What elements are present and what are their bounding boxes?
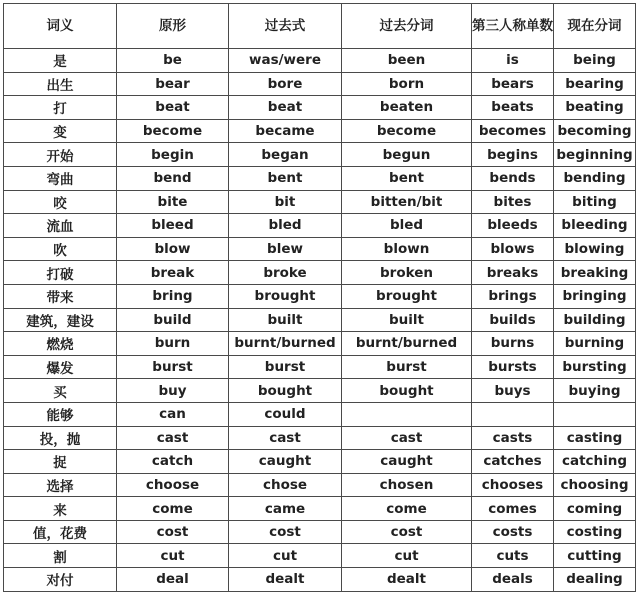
cell-base-form: bring (117, 284, 229, 308)
table-row (4, 332, 636, 356)
table-row (4, 190, 636, 214)
cell-meaning: 对付 (4, 568, 117, 592)
cell-past-tense: bent (229, 166, 342, 190)
cell-past-tense: brought (229, 284, 342, 308)
cell-third-person: cuts (472, 544, 554, 568)
cell-present-participle: bleeding (554, 214, 636, 238)
header-meaning: 词义 (4, 4, 117, 49)
cell-past-participle: caught (342, 450, 472, 474)
cell-third-person: brings (472, 284, 554, 308)
cell-third-person: is (472, 49, 554, 73)
cell-past-participle: chosen (342, 473, 472, 497)
cell-past-tense: dealt (229, 568, 342, 592)
cell-base-form: cut (117, 544, 229, 568)
cell-present-participle: bursting (554, 355, 636, 379)
cell-meaning: 买 (4, 379, 117, 403)
cell-base-form: bite (117, 190, 229, 214)
cell-third-person: deals (472, 568, 554, 592)
cell-past-tense: came (229, 497, 342, 521)
table-row (4, 96, 636, 120)
cell-present-participle: burning (554, 332, 636, 356)
cell-third-person: bites (472, 190, 554, 214)
cell-base-form: bear (117, 72, 229, 96)
cell-base-form: choose (117, 473, 229, 497)
cell-present-participle: cutting (554, 544, 636, 568)
cell-past-participle: bitten/bit (342, 190, 472, 214)
cell-base-form: beat (117, 96, 229, 120)
cell-meaning: 选择 (4, 473, 117, 497)
cell-third-person: beats (472, 96, 554, 120)
table-row (4, 402, 636, 426)
cell-meaning: 捉 (4, 450, 117, 474)
cell-past-participle: burst (342, 355, 472, 379)
cell-base-form: bend (117, 166, 229, 190)
cell-past-participle (342, 402, 472, 426)
cell-present-participle: bringing (554, 284, 636, 308)
cell-past-participle: begun (342, 143, 472, 167)
cell-third-person: bears (472, 72, 554, 96)
cell-past-participle: built (342, 308, 472, 332)
cell-third-person: buys (472, 379, 554, 403)
cell-present-participle: catching (554, 450, 636, 474)
table-row (4, 473, 636, 497)
header-third-person-singular: 第三人称单数 (472, 4, 554, 49)
cell-meaning: 值，花费 (4, 520, 117, 544)
table-row (4, 284, 636, 308)
cell-past-tense: became (229, 119, 342, 143)
cell-third-person: chooses (472, 473, 554, 497)
cell-past-participle: beaten (342, 96, 472, 120)
header-present-participle: 现在分词 (554, 4, 636, 49)
cell-past-tense: caught (229, 450, 342, 474)
cell-base-form: become (117, 119, 229, 143)
cell-past-tense: beat (229, 96, 342, 120)
cell-third-person: bursts (472, 355, 554, 379)
cell-present-participle: coming (554, 497, 636, 521)
table-row (4, 143, 636, 167)
cell-meaning: 流血 (4, 214, 117, 238)
table-row (4, 379, 636, 403)
cell-third-person: begins (472, 143, 554, 167)
table-row (4, 426, 636, 450)
cell-third-person: casts (472, 426, 554, 450)
table-header (4, 4, 636, 49)
cell-meaning: 投，抛 (4, 426, 117, 450)
cell-past-participle: become (342, 119, 472, 143)
cell-meaning: 变 (4, 119, 117, 143)
cell-past-tense: bore (229, 72, 342, 96)
cell-past-tense: burnt/burned (229, 332, 342, 356)
cell-past-tense: bled (229, 214, 342, 238)
cell-past-tense: bit (229, 190, 342, 214)
cell-past-tense: chose (229, 473, 342, 497)
cell-third-person: builds (472, 308, 554, 332)
cell-present-participle: biting (554, 190, 636, 214)
cell-third-person: breaks (472, 261, 554, 285)
cell-present-participle: beating (554, 96, 636, 120)
cell-base-form: cast (117, 426, 229, 450)
cell-past-tense: was/were (229, 49, 342, 73)
cell-third-person (472, 402, 554, 426)
cell-past-participle: burnt/burned (342, 332, 472, 356)
cell-past-participle: blown (342, 237, 472, 261)
cell-meaning: 出生 (4, 72, 117, 96)
cell-base-form: build (117, 308, 229, 332)
cell-third-person: becomes (472, 119, 554, 143)
cell-base-form: begin (117, 143, 229, 167)
cell-base-form: burn (117, 332, 229, 356)
cell-present-participle: breaking (554, 261, 636, 285)
table-row (4, 497, 636, 521)
cell-base-form: deal (117, 568, 229, 592)
table-row (4, 308, 636, 332)
table-row (4, 544, 636, 568)
table-row (4, 237, 636, 261)
table-row (4, 166, 636, 190)
header-past-tense: 过去式 (229, 4, 342, 49)
cell-present-participle: dealing (554, 568, 636, 592)
cell-present-participle: bending (554, 166, 636, 190)
cell-present-participle (554, 402, 636, 426)
cell-base-form: catch (117, 450, 229, 474)
cell-past-participle: come (342, 497, 472, 521)
cell-present-participle: blowing (554, 237, 636, 261)
cell-past-tense: could (229, 402, 342, 426)
cell-present-participle: beginning (554, 143, 636, 167)
cell-meaning: 能够 (4, 402, 117, 426)
table-row (4, 450, 636, 474)
cell-meaning: 打 (4, 96, 117, 120)
cell-third-person: costs (472, 520, 554, 544)
table-row (4, 72, 636, 96)
table-row (4, 119, 636, 143)
cell-base-form: bleed (117, 214, 229, 238)
cell-meaning: 来 (4, 497, 117, 521)
cell-present-participle: bearing (554, 72, 636, 96)
cell-base-form: break (117, 261, 229, 285)
cell-past-participle: broken (342, 261, 472, 285)
cell-past-participle: bought (342, 379, 472, 403)
header-row (4, 4, 636, 49)
table-body (4, 49, 636, 592)
cell-past-tense: blew (229, 237, 342, 261)
header-past-participle: 过去分词 (342, 4, 472, 49)
cell-past-participle: bent (342, 166, 472, 190)
cell-past-participle: bled (342, 214, 472, 238)
cell-third-person: bends (472, 166, 554, 190)
cell-meaning: 爆发 (4, 355, 117, 379)
cell-third-person: catches (472, 450, 554, 474)
table-row (4, 355, 636, 379)
table-row (4, 49, 636, 73)
cell-meaning: 开始 (4, 143, 117, 167)
cell-third-person: comes (472, 497, 554, 521)
cell-past-participle: brought (342, 284, 472, 308)
table-row (4, 520, 636, 544)
cell-past-participle: born (342, 72, 472, 96)
cell-past-participle: dealt (342, 568, 472, 592)
cell-third-person: blows (472, 237, 554, 261)
table-row (4, 214, 636, 238)
cell-past-participle: cost (342, 520, 472, 544)
cell-base-form: come (117, 497, 229, 521)
cell-meaning: 燃烧 (4, 332, 117, 356)
cell-past-tense: bought (229, 379, 342, 403)
cell-past-participle: cast (342, 426, 472, 450)
table-row (4, 261, 636, 285)
cell-past-tense: began (229, 143, 342, 167)
cell-past-tense: cut (229, 544, 342, 568)
cell-base-form: cost (117, 520, 229, 544)
cell-third-person: bleeds (472, 214, 554, 238)
cell-past-tense: broke (229, 261, 342, 285)
cell-past-tense: built (229, 308, 342, 332)
cell-meaning: 弯曲 (4, 166, 117, 190)
cell-meaning: 割 (4, 544, 117, 568)
cell-meaning: 是 (4, 49, 117, 73)
cell-present-participle: costing (554, 520, 636, 544)
cell-meaning: 咬 (4, 190, 117, 214)
header-base-form: 原形 (117, 4, 229, 49)
cell-base-form: burst (117, 355, 229, 379)
table-row (4, 568, 636, 592)
cell-meaning: 吹 (4, 237, 117, 261)
cell-base-form: can (117, 402, 229, 426)
cell-past-tense: burst (229, 355, 342, 379)
cell-present-participle: buying (554, 379, 636, 403)
cell-meaning: 带来 (4, 284, 117, 308)
cell-base-form: buy (117, 379, 229, 403)
cell-base-form: be (117, 49, 229, 73)
cell-past-tense: cast (229, 426, 342, 450)
cell-past-tense: cost (229, 520, 342, 544)
cell-present-participle: casting (554, 426, 636, 450)
cell-meaning: 打破 (4, 261, 117, 285)
cell-present-participle: being (554, 49, 636, 73)
cell-present-participle: building (554, 308, 636, 332)
cell-meaning: 建筑，建设 (4, 308, 117, 332)
cell-present-participle: choosing (554, 473, 636, 497)
irregular-verbs-table (3, 3, 636, 592)
cell-base-form: blow (117, 237, 229, 261)
cell-past-participle: cut (342, 544, 472, 568)
cell-present-participle: becoming (554, 119, 636, 143)
cell-past-participle: been (342, 49, 472, 73)
cell-third-person: burns (472, 332, 554, 356)
